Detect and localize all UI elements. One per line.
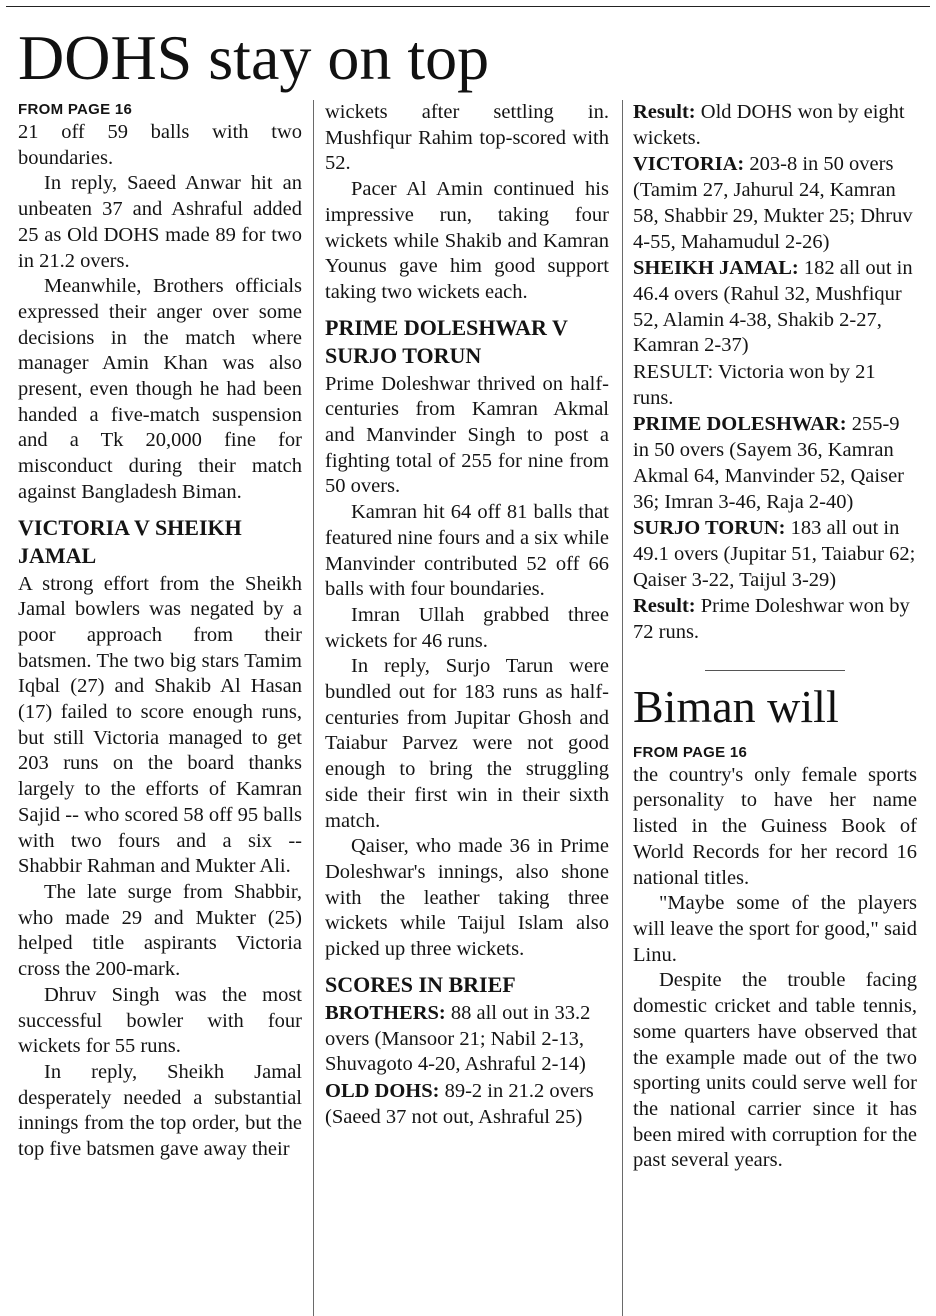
score-label: OLD DOHS: — [325, 1079, 440, 1102]
score-label: VICTORIA: — [633, 153, 745, 176]
kicker: FROM PAGE 16 — [18, 101, 133, 118]
score-label: PRIME DOLESHWAR: — [633, 413, 847, 436]
paragraph: In reply, Sheikh Jamal desperately needed a substantial innings from the top order, but the top five batsmen gave away their — [18, 1060, 302, 1161]
score-text: 203-8 in 50 overs (Tamim 27, Jahurul 24, Kamran 58, Shabbir 29, Mukter 25; Dhruv 4-55, Mahamudul 2-26) — [633, 153, 913, 253]
secondary-headline: Biman will — [633, 680, 839, 732]
paragraph: Kamran hit 64 off 81 balls that featured nine fours and a six while Manvinder contributed 52 off 66 balls with four boundaries. — [325, 501, 609, 601]
paragraph: Meanwhile, Brothers officials expressed their anger over some decisions in the match where manager Amin Khan was also present, even though he had been handed a five-match suspension and a Tk 20,000 fine for misconduct during their match against Bangladesh Biman. — [18, 275, 302, 503]
paragraph: Imran Ullah grabbed three wickets for 46 runs. — [325, 603, 609, 652]
subhead: PRIME DOLESHWAR V SURJO TORUN — [325, 314, 568, 368]
paragraph: The late surge from Shabbir, who made 29 and Mukter (25) helped title aspirants Victoria cross the 200-mark. — [18, 880, 302, 981]
paragraph: "Maybe some of the players will leave the sport for good," said Linu. — [633, 892, 917, 966]
score-label: SURJO TORUN: — [633, 517, 786, 540]
column-3 — [633, 100, 917, 1174]
score-text: 182 all out in 46.4 overs (Rahul 32, Mushfiqur 52, Alamin 4-38, Shakib 2-27, Kamran 2-37) — [633, 257, 913, 357]
top-rule — [6, 6, 930, 7]
score-label: SHEIKH JAMAL: — [633, 257, 799, 280]
result-entry — [633, 100, 917, 151]
column-rule — [313, 100, 314, 1316]
score-entry — [633, 516, 917, 593]
score-text: 88 all out in 33.2 overs (Mansoor 21; Nabil 2-13, Shuvagoto 4-20, Ashraful 2-14) — [325, 1001, 591, 1076]
story-separator — [705, 670, 845, 671]
result-label: Result: — [633, 595, 696, 618]
score-entry — [633, 152, 917, 255]
paragraph: Dhruv Singh was the most successful bowler with four wickets for 55 runs. — [18, 983, 302, 1058]
kicker: FROM PAGE 16 — [633, 743, 748, 761]
subhead: VICTORIA V SHEIKH JAMAL — [18, 514, 242, 568]
column-1 — [18, 100, 302, 1163]
paragraph: In reply, Surjo Tarun were bundled out for 183 runs as half-centuries from Jupitar Ghosh and Taiabur Parvez were not good enough to bring the struggling side their first win in their sixth match. — [325, 655, 609, 832]
score-label: BROTHERS: — [325, 1001, 446, 1024]
column-rule — [622, 100, 623, 1316]
result-text: Prime Doleshwar won by 72 runs. — [633, 595, 910, 644]
result-entry — [633, 594, 917, 645]
score-text: 89-2 in 21.2 overs (Saeed 37 not out, Ashraful 25) — [325, 1079, 594, 1128]
subhead: SCORES IN BRIEF — [325, 971, 516, 997]
score-entry — [325, 1079, 609, 1130]
paragraph: wickets after settling in. Mushfiqur Rahim top-scored with 52. — [325, 101, 609, 175]
paragraph: A strong effort from the Sheikh Jamal bowlers was negated by a poor approach from their batsmen. The two big stars Tamim Iqbal (27) and Shakib Al Hasan (17) failed to score enough runs, but still Victoria managed to get 203 runs on the board thanks largely to the efforts of Kamran Sajid -- who scored 58 off 95 balls with two fours and a six -- Shabbir Rahman and Mukter Ali. — [18, 572, 302, 878]
paragraph: Pacer Al Amin continued his impressive run, taking four wickets while Shakib and Kamran Younus gave him good support taking two wickets each. — [325, 178, 609, 303]
paragraph: the country's only female sports personality to have her name listed in the Guiness Book of World Records for her record 16 national titles. — [633, 763, 917, 889]
headline: DOHS stay on top — [18, 22, 490, 93]
score-entry — [633, 256, 917, 359]
result-text: Old DOHS won by eight wickets. — [633, 101, 905, 149]
paragraph: 21 off 59 balls with two boundaries. — [18, 121, 302, 169]
result-entry: RESULT: Victoria won by 21 runs. — [633, 361, 876, 409]
score-entry — [325, 1001, 609, 1078]
paragraph: Despite the trouble facing domestic cricket and table tennis, some quarters have observed that the example made out of the two sporting units could serve well for the national carrier since it has been mired with corruption for the past several years. — [633, 969, 917, 1172]
score-text: 255-9 in 50 overs (Sayem 36, Kamran Akmal 64, Manvinder 52, Qaiser 36; Imran 3-46, Raja 2-40) — [633, 413, 904, 513]
paragraph: In reply, Saeed Anwar hit an unbeaten 37 and Ashraful added 25 as Old DOHS made 89 for two in 21.2 overs. — [18, 172, 302, 272]
score-text: 183 all out in 49.1 overs (Jupitar 51, Taiabur 62; Qaiser 3-22, Taijul 3-29) — [633, 517, 916, 591]
column-2 — [325, 100, 609, 1131]
paragraph: Prime Doleshwar thrived on half-centuries from Kamran Akmal and Manvinder Singh to post a fighting total of 255 for nine from 50 overs. — [325, 372, 609, 498]
paragraph: Qaiser, who made 36 in Prime Doleshwar's innings, also shone with the leather taking three wickets while Taijul Islam also picked up three wickets. — [325, 835, 609, 961]
result-label: Result: — [633, 101, 696, 123]
score-entry — [633, 412, 917, 515]
